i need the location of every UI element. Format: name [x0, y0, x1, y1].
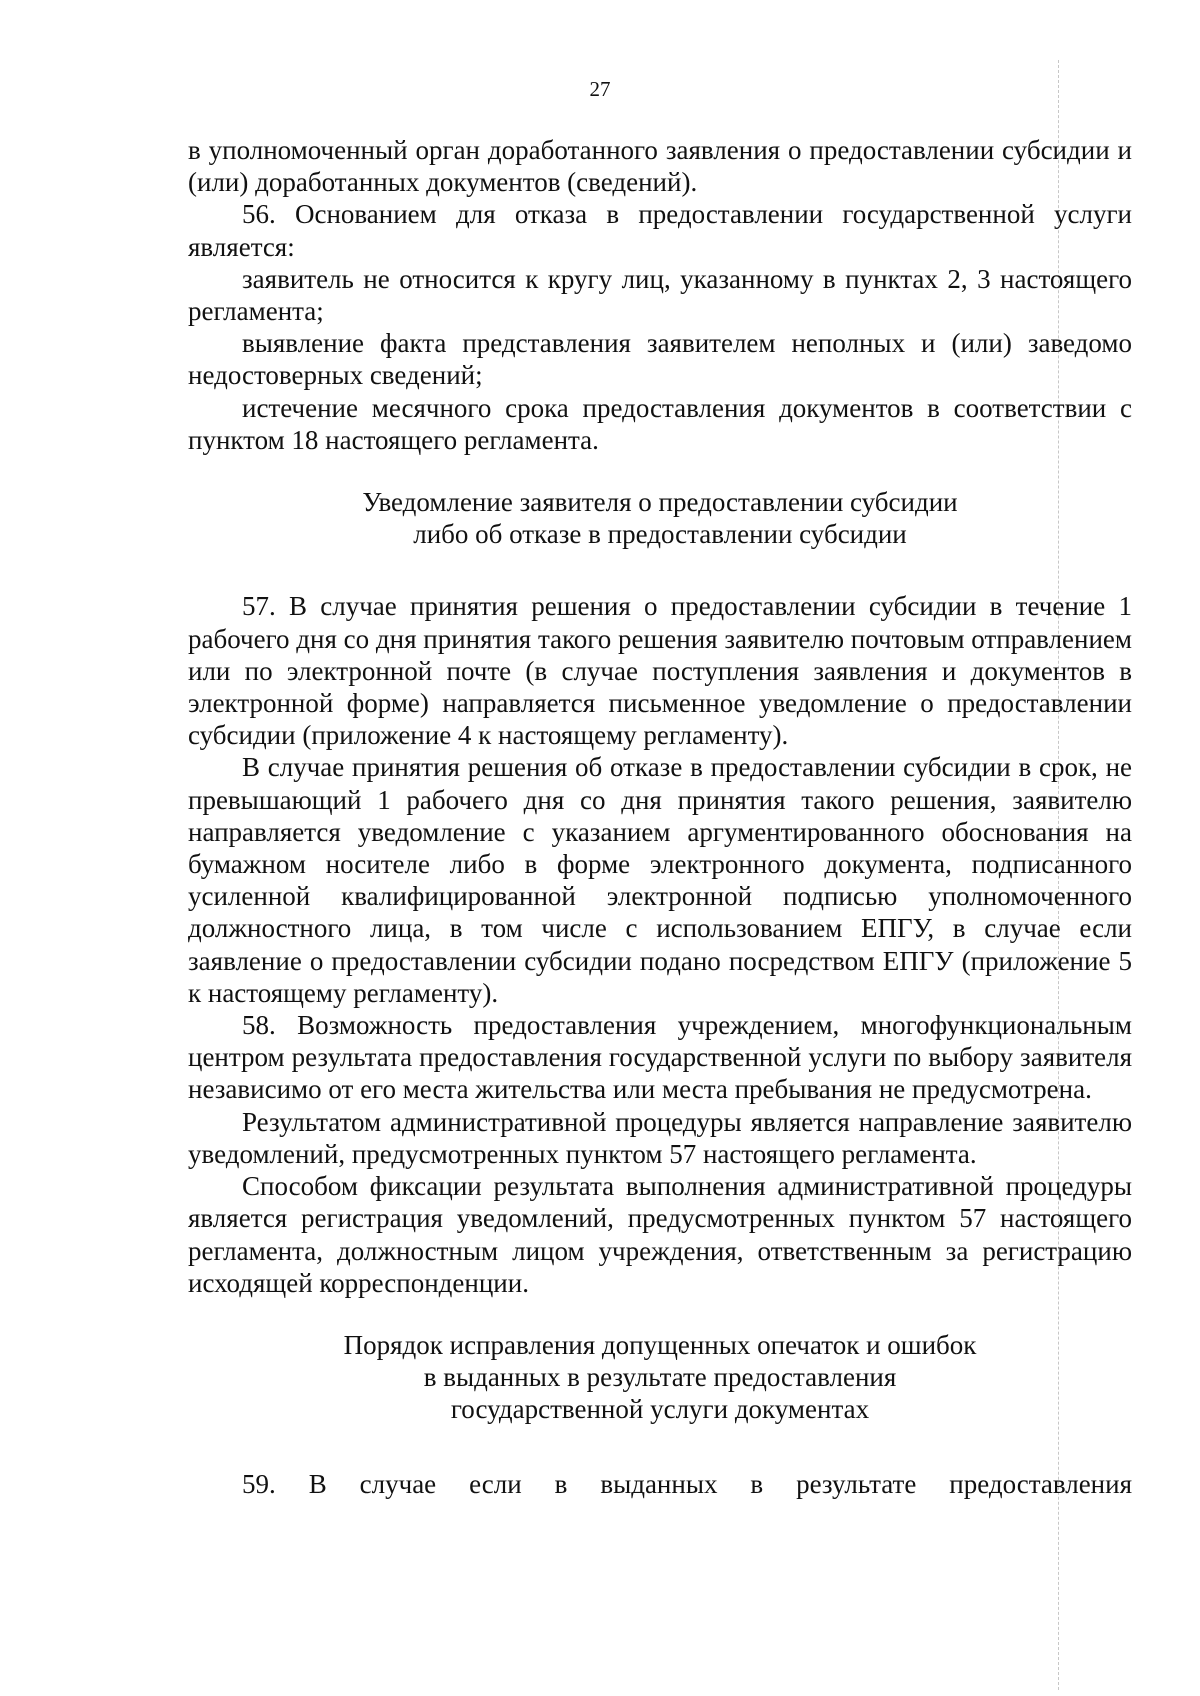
- section-heading-corrections: [188, 1329, 1132, 1426]
- paragraph-56: 56. Основанием для отказа в предоставлении государственной услуги является:: [188, 199, 1132, 262]
- paragraph-59: 59. В случае если в выданных в результате предоставления: [242, 1468, 1132, 1499]
- paragraph-56-item-2: выявление факта представления заявителем неполных и (или) заведомо недостоверных сведений;: [188, 328, 1132, 391]
- paragraph-56-item-1: заявитель не относится к кругу лиц, указанному в пунктах 2, 3 настоящего регламента;: [188, 263, 1132, 327]
- document-body: [188, 134, 1132, 1500]
- page-number: 27: [589, 77, 611, 101]
- paragraph-58: 58. Возможность предоставления учреждением, многофункциональным центром результата предоставления государственной услуги по выбору заявителя независимо от его места жительства или места пребывания не предусмотрена.: [188, 1010, 1132, 1105]
- paragraph-result: Результатом административной процедуры является направление заявителю уведомлений, предусмотренных пунктом 57 настоящего регламента.: [188, 1106, 1132, 1169]
- heading-line: либо об отказе в предоставлении субсидии: [413, 519, 907, 550]
- paragraph-57: 57. В случае принятия решения о предоставлении субсидии в течение 1 рабочего дня со дня принятия такого решения заявителю почтовым отправлением или по электронной почте (в случае поступления заявления и документов в электронной форме) направляется письменное уведомление о предоставлении субсидии (приложение 4 к настоящему регламенту).: [188, 591, 1132, 751]
- paragraph-continuation: в уполномоченный орган доработанного заявления о предоставлении субсидии и (или) доработанных документов (сведений).: [188, 135, 1132, 198]
- paragraph-57-refusal: В случае принятия решения об отказе в предоставлении субсидии в срок, не превышающий 1 рабочего дня со дня принятия такого решения, заявителю направляется уведомление с указанием аргументированного обоснования на бумажном носителе либо в форме электронного документа, подписанного усиленной квалифицированной электронной подписью уполномоченного должностного лица, в том числе с использованием ЕПГУ, в случае если заявление о предоставлении субсидии подано посредством ЕПГУ (приложение 5 к настоящему регламенту).: [188, 752, 1132, 1008]
- heading-line: в выданных в результате предоставления: [423, 1362, 897, 1393]
- heading-line: Порядок исправления допущенных опечаток и ошибок: [343, 1329, 977, 1360]
- paragraph-56-item-3: истечение месячного срока предоставления документов в соответствии с пунктом 18 настоящего регламента.: [188, 392, 1132, 455]
- heading-line: государственной услуги документах: [450, 1394, 870, 1425]
- heading-line: Уведомление заявителя о предоставлении субсидии: [362, 487, 958, 518]
- paragraph-fixation: Способом фиксации результата выполнения административной процедуры является регистрация уведомлений, предусмотренных пунктом 57 настоящего регламента, должностным лицом учреждения, ответственным за регистрацию исходящей корреспонденции.: [188, 1171, 1132, 1298]
- section-heading-notification: [188, 486, 1132, 550]
